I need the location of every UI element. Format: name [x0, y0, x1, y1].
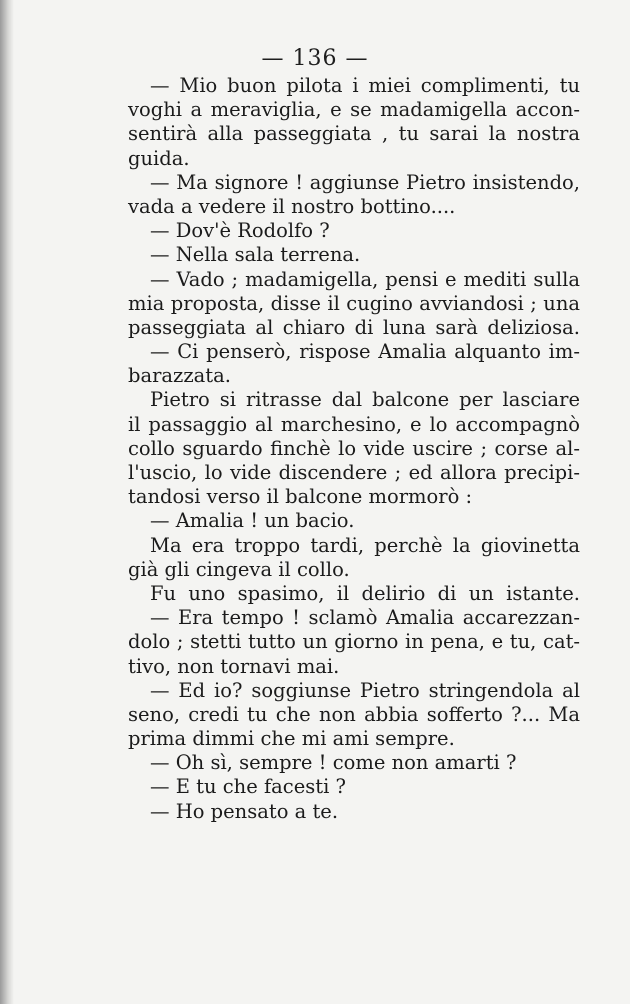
page-number: — 136 — [261, 46, 369, 71]
text-line: dolo ; stetti tutto un giorno in pena, e tu, cat- [128, 630, 580, 654]
text-line: collo sguardo finchè lo vide uscire ; corse al- [128, 436, 580, 460]
text-line: — Mio buon pilota i miei complimenti, tu [150, 74, 580, 97]
text-line: guida. [128, 146, 190, 170]
text-line: — Dov'è Rodolfo ? [150, 219, 330, 243]
text-line: — Era tempo ! sclamò Amalia accarezzan- [150, 606, 580, 630]
text-line: — Ho pensato a te. [150, 799, 339, 823]
text-line: — Oh sì, sempre ! come non amarti ? [150, 751, 517, 775]
text-line: mia proposta, disse il cugino avviandosi ; una [128, 291, 580, 315]
text-line: — Amalia ! un bacio. [150, 509, 355, 533]
text-line: — Vado ; madamigella, pensi e mediti sulla [150, 267, 580, 291]
text-line: il passaggio al marchesino, e lo accompagnò [128, 412, 580, 436]
body-text [128, 74, 580, 824]
text-line: Fu uno spasimo, il delirio di un istante. [150, 581, 580, 605]
text-line: vada a vedere il nostro bottino.... [128, 194, 456, 218]
text-line: tandosi verso il balcone mormorò : [128, 485, 473, 509]
text-line: barazzata. [128, 364, 231, 388]
text-line: — E tu che facesti ? [150, 775, 346, 799]
text-line: già gli cingeva il collo. [128, 557, 350, 581]
text-line: prima dimmi che mi ami sempre. [128, 727, 455, 751]
page-binding-shadow [0, 0, 14, 1004]
text-line: — Ed io? soggiunse Pietro stringendola al [150, 678, 580, 702]
text-line: passeggiata al chiaro di luna sarà deliziosa. [128, 315, 580, 339]
text-line: sentirà alla passeggiata , tu sarai la nostra [128, 122, 580, 146]
text-line: seno, credi tu che non abbia sofferto ?... Ma [128, 702, 580, 726]
text-line: Ma era troppo tardi, perchè la giovinetta [150, 533, 580, 557]
text-line: voghi a meraviglia, e se madamigella accon- [128, 98, 580, 122]
text-line: tivo, non tornavi mai. [128, 654, 340, 678]
text-line: l'uscio, lo vide discendere ; ed allora precipi- [128, 461, 580, 484]
text-line: — Nella sala terrena. [150, 243, 361, 267]
text-line: Pietro si ritrasse dal balcone per lasciare [150, 388, 580, 412]
text-line: — Ci penserò, rispose Amalia alquanto im- [150, 340, 580, 364]
text-line: — Ma signore ! aggiunse Pietro insistendo, [150, 170, 580, 194]
